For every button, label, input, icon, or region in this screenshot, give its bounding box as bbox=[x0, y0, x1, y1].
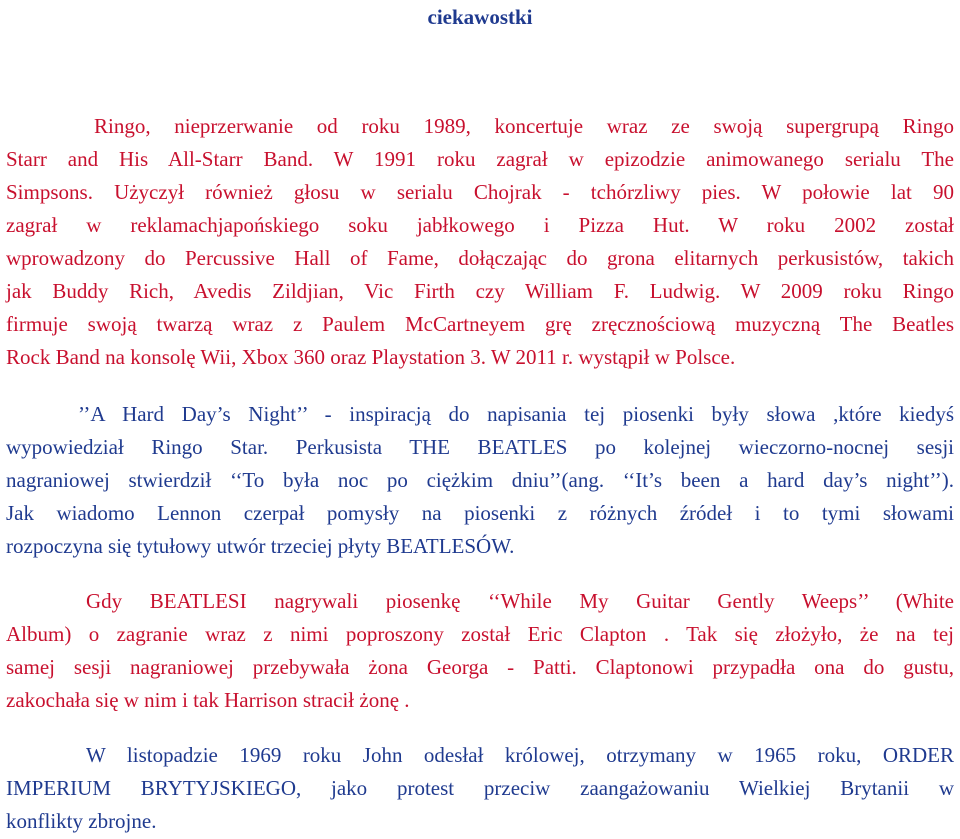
text-line: rozpoczyna się tytułowy utwór trzeciej płyty BEATLESÓW. bbox=[6, 534, 515, 558]
text-line: Simpsons. Użyczył również głosu w serialu Chojrak - tchórzliwy pies. W połowie lat 90 bbox=[6, 180, 954, 204]
text-line: zakochała się w nim i tak Harrison stracił żonę . bbox=[6, 688, 410, 712]
text-line: Ringo, nieprzerwanie od roku 1989, koncertuje wraz ze swoją supergrupą Ringo bbox=[94, 114, 954, 138]
text-line: Starr and His All-Starr Band. W 1991 roku zagrał w epizodzie animowanego serialu The bbox=[6, 147, 954, 171]
text-line: Album) o zagranie wraz z nimi poproszony został Eric Clapton . Tak się złożyło, że na tej bbox=[6, 622, 954, 646]
text-line: Gdy BEATLESI nagrywali piosenkę ‘‘While My Guitar Gently Weeps’’ (White bbox=[86, 589, 954, 613]
paragraph-hard-days-night bbox=[6, 398, 954, 563]
text-line: zagrał w reklamachjapońskiego soku jabłkowego i Pizza Hut. W roku 2002 został bbox=[6, 213, 954, 237]
text-line: IMPERIUM BRYTYJSKIEGO, jako protest przeciw zaangażowaniu Wielkiej Brytanii w bbox=[6, 776, 954, 800]
text-line: wypowiedział Ringo Star. Perkusista THE BEATLES po kolejnej wieczorno-nocnej sesji bbox=[6, 435, 954, 459]
text-line: konflikty zbrojne. bbox=[6, 809, 157, 833]
text-line: Rock Band na konsolę Wii, Xbox 360 oraz Playstation 3. W 2011 r. wystąpił w Polsce. bbox=[6, 345, 736, 369]
text-line: wprowadzony do Percussive Hall of Fame, dołączając do grona elitarnych perkusistów, takich bbox=[6, 246, 954, 270]
paragraph-guitar-gently-weeps bbox=[6, 585, 954, 717]
text-line: samej sesji nagraniowej przebywała żona Georga - Patti. Claptonowi przypadła ona do gustu, bbox=[6, 655, 954, 679]
page-title: ciekawostki bbox=[427, 5, 533, 29]
paragraph-order bbox=[6, 739, 954, 838]
text-line: nagraniowej stwierdził ‘‘To była noc po ciężkim dniu’’(ang. ‘‘It’s been a hard day’s night’’). bbox=[6, 468, 954, 492]
text-line: W listopadzie 1969 roku John odesłał królowej, otrzymany w 1965 roku, ORDER bbox=[86, 743, 954, 767]
text-line: jak Buddy Rich, Avedis Zildjian, Vic Firth czy William F. Ludwig. W 2009 roku Ringo bbox=[6, 279, 954, 303]
text-line: ’’A Hard Day’s Night’’ - inspiracją do napisania tej piosenki były słowa ,które kiedyś bbox=[78, 402, 954, 426]
paragraph-ringo bbox=[6, 110, 954, 374]
text-line: Jak wiadomo Lennon czerpał pomysły na piosenki z różnych źródeł i to tymi słowami bbox=[6, 501, 954, 525]
text-line: firmuje swoją twarzą wraz z Paulem McCartneyem grę zręcznościową muzyczną The Beatles bbox=[6, 312, 954, 336]
